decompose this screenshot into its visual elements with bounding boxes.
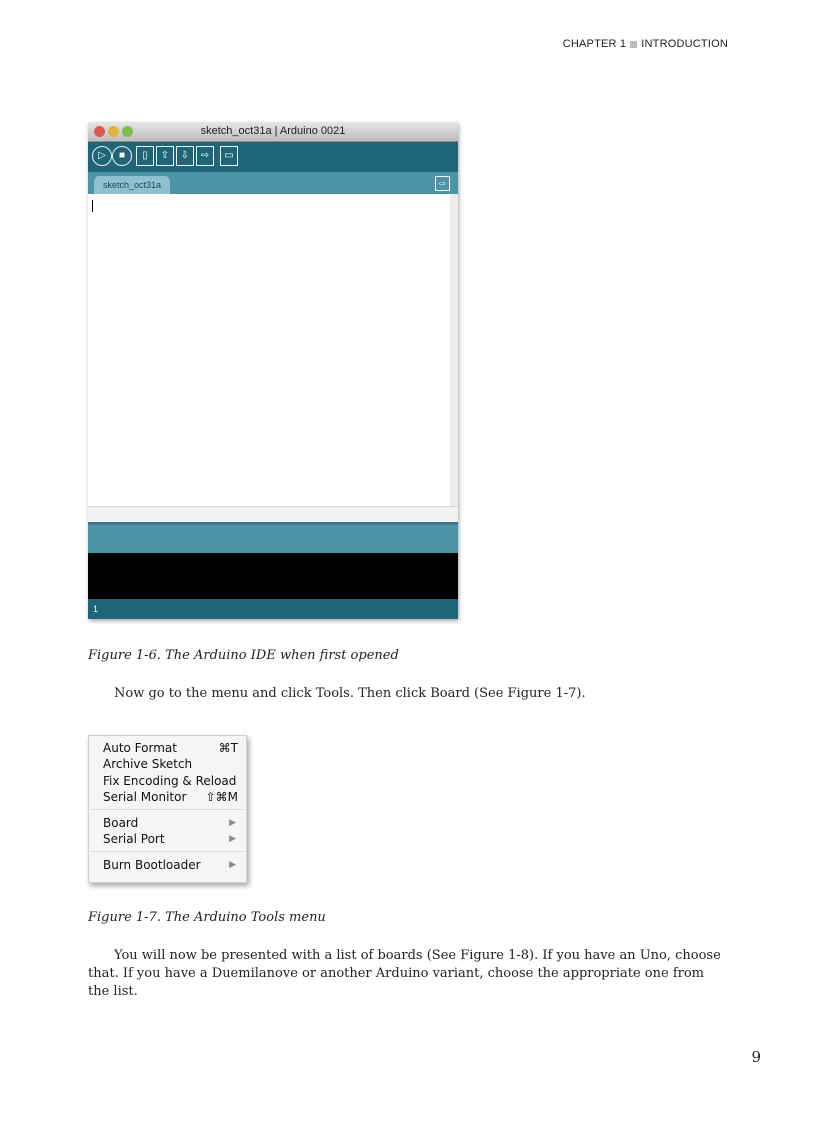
paragraph-boards-list: You will now be presented with a list of boards (See Figure 1-8). If you have an Uno, choose that. If you have a Duemilanove or another Arduino variant, choose the appropriate one from the list.	[88, 948, 721, 999]
menu-item-fix-encoding	[103, 773, 238, 789]
horizontal-scrollbar	[88, 506, 458, 523]
arduino-ide-screenshot	[88, 122, 458, 619]
text-cursor	[92, 200, 93, 212]
submenu-arrow-icon: ▶	[229, 860, 236, 870]
menu-item-label: Serial Monitor	[103, 790, 187, 804]
menu-item-board	[103, 815, 238, 831]
menu-divider	[90, 809, 245, 810]
menu-shortcut: ⇧⌘M	[205, 790, 238, 804]
menu-item-label: Archive Sketch	[103, 757, 193, 771]
submenu-arrow-icon: ▶	[229, 818, 236, 828]
serial-monitor-icon: ▭	[220, 146, 238, 166]
menu-item-burn-bootloader	[103, 857, 238, 873]
sketch-tab: sketch_oct31a	[94, 176, 170, 194]
tab-menu-icon: ⇨	[435, 176, 450, 191]
menu-item-serial-monitor	[103, 789, 238, 805]
menu-divider	[90, 851, 245, 852]
menu-shortcut: ⌘T	[218, 741, 238, 755]
save-icon: ⇩	[176, 146, 194, 166]
upload-icon: ⇨	[196, 146, 214, 166]
running-head	[563, 38, 728, 50]
menu-item-auto-format	[103, 740, 238, 756]
menu-item-label: Auto Format	[103, 741, 177, 755]
console-area	[88, 553, 458, 599]
section-label: INTRODUCTION	[641, 38, 728, 50]
separator-square-icon	[630, 41, 637, 48]
status-bar	[88, 522, 458, 553]
menu-item-label: Serial Port	[103, 832, 165, 846]
submenu-arrow-icon: ▶	[229, 834, 236, 844]
verify-icon: ▷	[92, 146, 112, 166]
menu-item-archive-sketch	[103, 756, 238, 772]
menu-item-label: Fix Encoding & Reload	[103, 774, 237, 788]
tab-bar	[88, 172, 458, 194]
menu-item-label: Burn Bootloader	[103, 858, 201, 872]
code-editor	[88, 194, 458, 506]
figure-1-6-caption: Figure 1-6. The Arduino IDE when first opened	[88, 648, 399, 663]
menu-item-serial-port	[103, 831, 238, 847]
chapter-label: CHAPTER 1	[562, 38, 627, 50]
new-icon: ▯	[136, 146, 154, 166]
menu-item-label: Board	[103, 816, 139, 830]
window-titlebar	[88, 122, 458, 142]
figure-1-7-caption: Figure 1-7. The Arduino Tools menu	[88, 910, 326, 925]
tools-menu-screenshot	[88, 735, 247, 883]
open-icon: ⇧	[156, 146, 174, 166]
paragraph-tools-menu: Now go to the menu and click Tools. Then click Board (See Figure 1-7).	[114, 686, 586, 701]
stop-icon: ■	[112, 146, 132, 166]
ide-toolbar	[88, 142, 458, 172]
window-title: sketch_oct31a | Arduino 0021	[200, 125, 346, 137]
line-number-bar	[88, 599, 458, 619]
page-number: 9	[751, 1048, 761, 1066]
line-number: 1	[93, 604, 99, 614]
